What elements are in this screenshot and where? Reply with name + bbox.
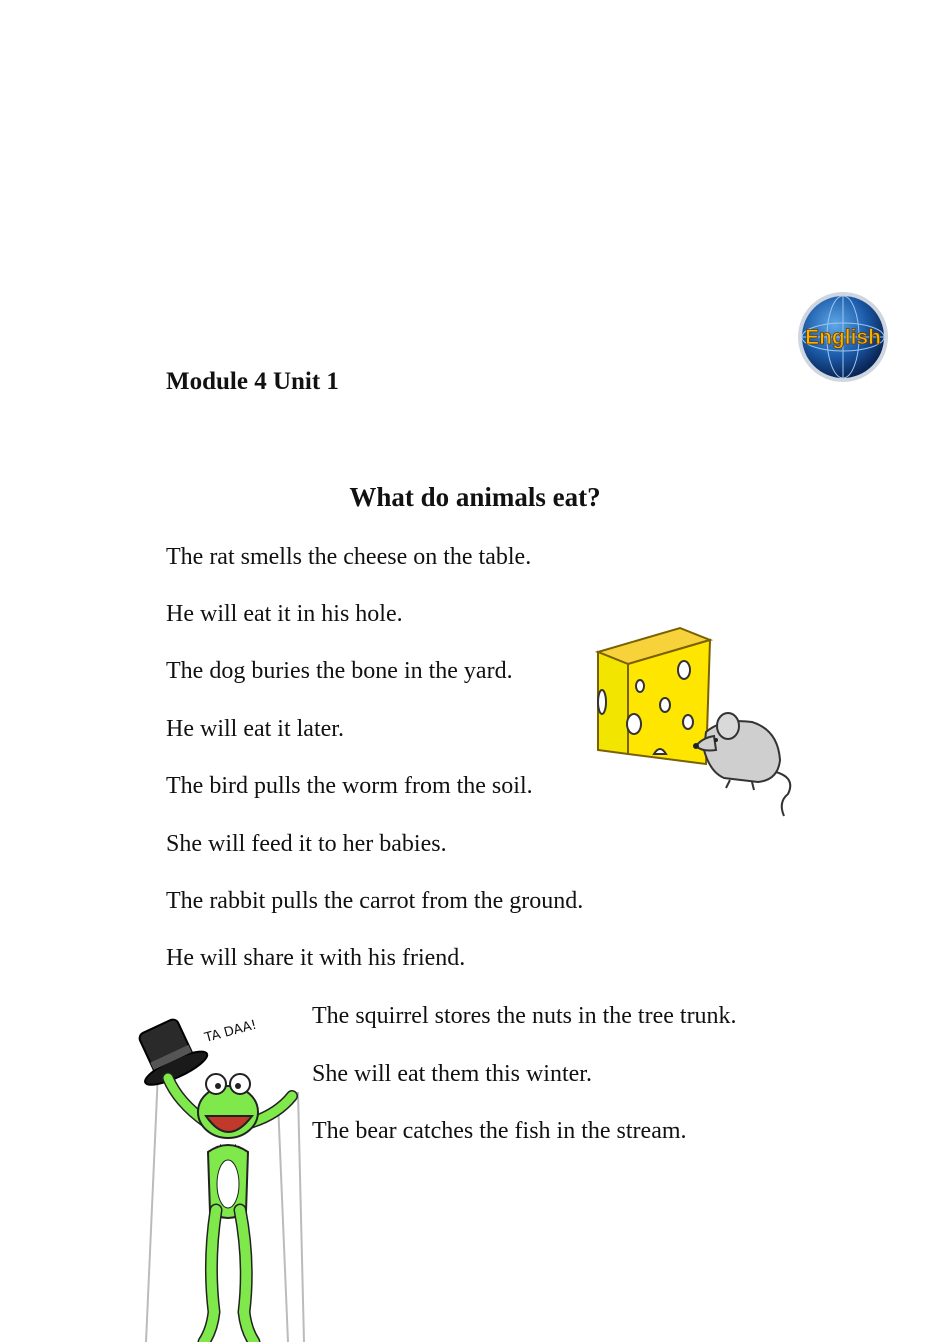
page-title: What do animals eat? [349,482,601,512]
text-line-3: The dog buries the bone in the yard. [166,658,513,684]
text-line-1: The rat smells the cheese on the table. [166,544,532,570]
text-line-6: She will feed it to her babies. [166,831,447,857]
text-line-9: The squirrel stores the nuts in the tree trunk. [312,1003,737,1029]
text-line-10: She will eat them this winter. [312,1061,592,1087]
module-heading: Module 4 Unit 1 [166,368,339,395]
frog-caption: TA DAA! [203,1017,259,1046]
text-line-11: The bear catches the fish in the stream. [312,1118,687,1144]
text-line-2: He will eat it in his hole. [166,601,403,627]
cheese-and-mouse-illustration [592,622,802,822]
text-line-7: The rabbit pulls the carrot from the ground. [166,888,584,914]
text-line-5: The bird pulls the worm from the soil. [166,773,533,799]
text-line-8: He will share it with his friend. [166,945,466,971]
text-line-4: He will eat it later. [166,716,344,742]
logo-text: English [805,326,881,349]
english-globe-logo [796,290,890,384]
frog-magician-illustration [128,1012,310,1342]
